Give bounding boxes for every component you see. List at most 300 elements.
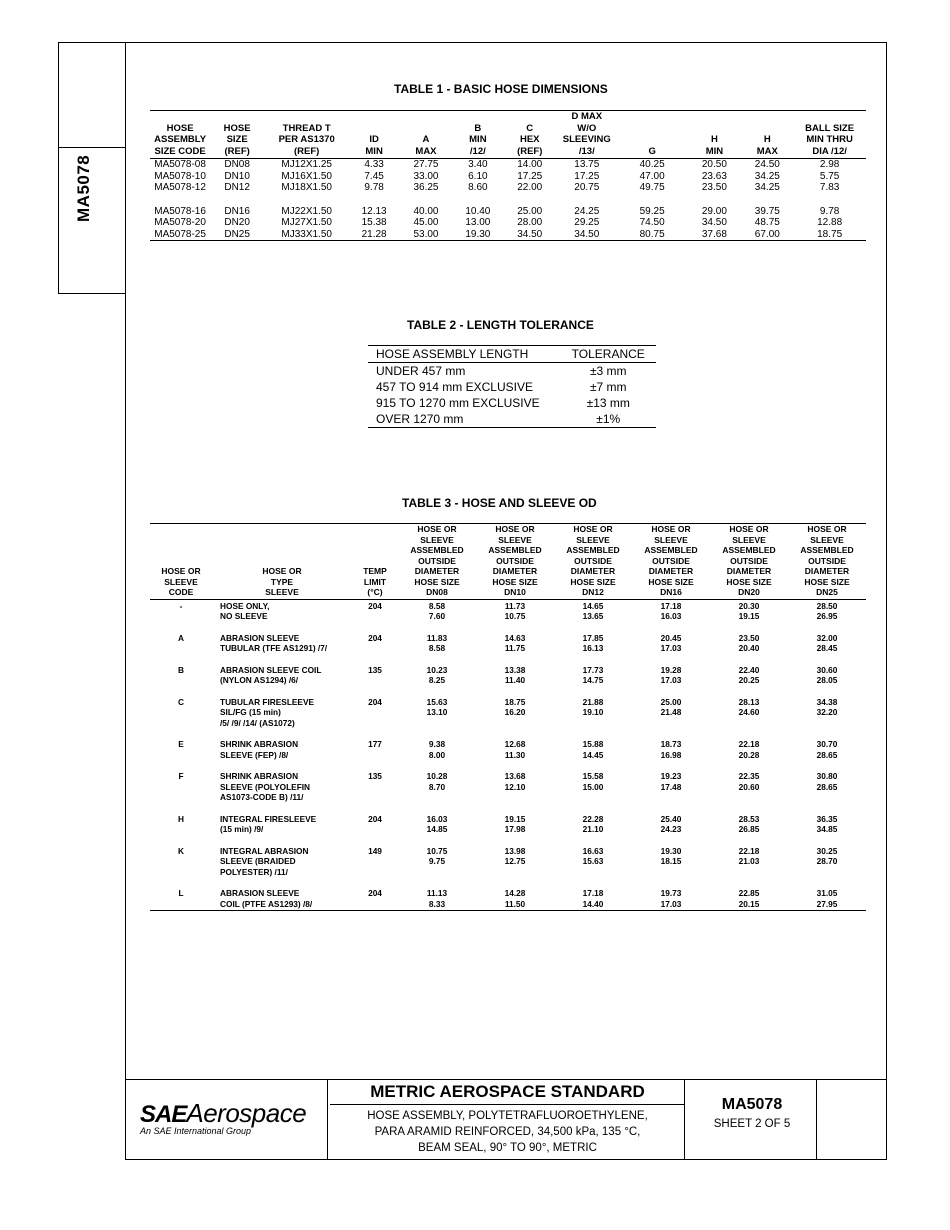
cell-line: 14.75 — [582, 675, 604, 685]
sleeve-code: F — [178, 771, 184, 781]
cell-line: 8.25 — [428, 675, 446, 685]
od-value — [398, 846, 476, 889]
cell-line: D MAX — [571, 111, 603, 122]
table1-cell: 2.98 — [819, 159, 840, 170]
table3-column-header — [632, 524, 710, 600]
table3-hose-and-sleeve-od — [150, 523, 866, 911]
table1-cell: 18.75 — [793, 229, 866, 241]
table1-cell: 25.00 — [517, 205, 543, 217]
cell-line: 14.63 — [504, 632, 526, 643]
od-value — [632, 633, 710, 665]
cell-line: DN25 — [816, 587, 838, 597]
cell-line: DN12 — [582, 587, 604, 597]
cell-line: 26.85 — [738, 824, 760, 834]
cell-line: OUTSIDE — [418, 555, 456, 566]
od-value — [398, 771, 476, 814]
table2-header-row — [368, 346, 656, 363]
cell-line: 16.20 — [504, 707, 526, 717]
table1-cell: 37.68 — [687, 229, 741, 241]
cell-line: 13.98 — [504, 845, 526, 856]
table-row — [150, 888, 866, 911]
logo-sae-text: SAE — [140, 1101, 187, 1128]
table-row — [150, 217, 866, 229]
table1-cell: 15.38 — [361, 217, 387, 228]
table1-cell: 74.50 — [639, 217, 665, 228]
cell-line: 14.28 — [504, 888, 526, 898]
table1-cell: 3.40 — [468, 159, 488, 170]
cell-line: INTEGRAL FIRESLEEVE — [220, 813, 317, 824]
cell-line: 23.50 — [738, 632, 760, 643]
description-line: BEAM SEAL, 90° TO 90°, METRIC — [418, 1142, 597, 1154]
table3-column-header — [398, 524, 476, 600]
cell-line: DIAMETER — [648, 566, 694, 576]
cell-line: SLEEVE — [420, 534, 454, 545]
length-range: OVER 1270 mm — [368, 411, 560, 428]
cell-line: SLEEVE — [810, 534, 844, 545]
sleeve-type — [212, 771, 352, 814]
cell-line: ASSEMBLY — [154, 134, 207, 145]
table1-column-header — [264, 111, 349, 159]
cell-line: 30.25 — [816, 845, 838, 856]
sleeve-type — [212, 846, 352, 889]
table1-cell: 36.25 — [413, 182, 439, 193]
cell-line: 19.28 — [660, 664, 682, 675]
od-value — [398, 739, 476, 771]
sleeve-type — [212, 888, 352, 911]
table-row — [150, 229, 866, 241]
table1-cell: 45.00 — [413, 217, 439, 228]
length-range: UNDER 457 mm — [376, 364, 466, 378]
cell-line: 31.05 — [816, 888, 838, 898]
cell-line: SIL/FG (15 min) — [220, 707, 281, 717]
od-value — [710, 633, 788, 665]
table1-cell: 23.50 — [701, 182, 727, 193]
table2-length-tolerance — [368, 345, 656, 428]
od-value — [788, 846, 866, 889]
od-value — [476, 697, 554, 740]
cell-line: 16.98 — [660, 749, 682, 760]
cell-line: 24.60 — [738, 707, 760, 717]
cell-line: 30.60 — [816, 664, 838, 675]
sleeve-code: C — [178, 696, 184, 707]
cell-line: HOSE SIZE — [570, 576, 616, 587]
table1-cell: 21.28 — [349, 229, 399, 241]
table3-column-header — [554, 524, 632, 600]
temp-limit: 204 — [368, 632, 382, 643]
cell-line: 19.73 — [660, 888, 682, 898]
cell-line: 16.03 — [660, 611, 682, 621]
table1-cell: 33.00 — [413, 170, 439, 182]
cell-line: 9.75 — [428, 856, 446, 866]
cell-line: HOSE OR — [495, 524, 535, 534]
table1-cell: 80.75 — [617, 229, 688, 241]
table1-cell: 59.25 — [639, 205, 665, 217]
cell-line: 14.85 — [426, 824, 448, 834]
table3-column-header — [710, 524, 788, 600]
od-value — [788, 739, 866, 771]
od-value — [710, 697, 788, 740]
od-value — [632, 697, 710, 740]
document-number: MA5078 — [721, 1096, 783, 1113]
table1-cell: DN08 — [224, 159, 250, 170]
cell-line: 32.20 — [816, 707, 838, 717]
sheet-number: SHEET 2 OF 5 — [713, 1118, 791, 1130]
table-row — [150, 206, 866, 218]
cell-line: H — [763, 134, 771, 145]
od-value — [710, 771, 788, 814]
cell-line: (REF) — [224, 145, 250, 157]
cell-line: 13.68 — [504, 771, 526, 781]
table3-header-row — [150, 524, 866, 600]
od-value — [554, 814, 632, 846]
cell-line: 21.03 — [738, 856, 760, 866]
od-value — [554, 665, 632, 697]
cell-line: (REF) — [517, 145, 543, 157]
table1-cell: 17.25 — [574, 170, 600, 182]
table1-cell: MA5078-10 — [154, 170, 206, 182]
od-value — [398, 814, 476, 846]
table1-cell: 20.75 — [574, 182, 600, 193]
table1-column-header — [687, 111, 741, 159]
cell-line: SLEEVE — [265, 587, 299, 597]
cell-line: SLEEVE — [732, 534, 766, 545]
cell-line: 11.13 — [426, 888, 448, 898]
od-value — [710, 599, 788, 633]
cell-line: 8.33 — [428, 898, 446, 909]
cell-line: SLEEVE (FEP) /8/ — [220, 749, 289, 760]
cell-line: H — [710, 134, 718, 145]
table1-cell: 6.10 — [468, 170, 488, 182]
cell-line: DN08 — [426, 587, 448, 597]
cell-line: /12/ — [469, 145, 486, 157]
temp-limit: 135 — [368, 771, 382, 781]
table1-cell: 9.78 — [819, 205, 840, 217]
table-row — [368, 363, 656, 380]
table1-cell: 7.45 — [364, 170, 384, 182]
table1-cell: 12.88 — [817, 217, 843, 228]
table1-cell: 24.50 — [754, 159, 780, 170]
od-value — [632, 771, 710, 814]
table-row — [150, 633, 866, 665]
table1-column-header — [210, 111, 264, 159]
cell-line: C — [526, 122, 534, 134]
table1-cell: 19.30 — [453, 229, 503, 241]
cell-line: /5/ /9/ /14/ (AS1072) — [220, 717, 295, 728]
od-value — [788, 888, 866, 911]
cell-line: MIN — [469, 134, 487, 145]
cell-line: TEMP — [363, 566, 387, 576]
od-value — [554, 846, 632, 889]
cell-line: 11.50 — [504, 898, 526, 909]
table1-cell: DN25 — [210, 229, 264, 241]
sleeve-type — [212, 599, 352, 633]
table1-cell: 48.75 — [754, 217, 780, 228]
table1-cell: 13.00 — [465, 217, 491, 228]
table1-cell: 34.25 — [754, 182, 780, 193]
table1-cell: 34.25 — [754, 170, 780, 182]
sleeve-code: B — [178, 664, 184, 675]
cell-line: B — [474, 122, 482, 134]
table1-column-header — [150, 111, 210, 159]
table1-cell: 53.00 — [399, 229, 453, 241]
table3-column-header — [476, 524, 554, 600]
cell-line: HOSE SIZE — [726, 576, 772, 587]
od-value — [476, 739, 554, 771]
cell-line: 28.05 — [816, 675, 838, 685]
cell-line: 8.00 — [428, 749, 446, 760]
cell-line: AS1073-CODE B) /11/ — [220, 792, 304, 802]
cell-line: ASSEMBLED — [722, 545, 776, 555]
cell-line: 25.00 — [660, 696, 682, 707]
cell-line: 36.35 — [816, 813, 838, 824]
tolerance-value: ±1% — [560, 411, 656, 428]
cell-line: W/O — [577, 122, 597, 134]
cell-line: ASSEMBLED — [410, 545, 464, 555]
cell-line: DIAMETER — [570, 566, 616, 576]
header-tolerance: TOLERANCE — [560, 346, 656, 363]
cell-line: OUTSIDE — [574, 555, 612, 566]
od-value — [632, 599, 710, 633]
od-value — [710, 665, 788, 697]
cell-line: DN20 — [738, 587, 760, 597]
table1-cell: MA5078-20 — [154, 217, 206, 228]
cell-line: BALL SIZE — [805, 122, 855, 134]
table1-cell: 49.75 — [639, 182, 665, 193]
sleeve-code: H — [178, 813, 184, 824]
table1-header-row — [150, 111, 866, 159]
cell-line: 18.75 — [504, 696, 526, 707]
cell-line: 22.35 — [738, 771, 760, 781]
od-value — [476, 846, 554, 889]
od-value — [632, 739, 710, 771]
cell-line: 20.60 — [738, 781, 760, 792]
cell-line: 8.58 — [428, 600, 446, 611]
table1-column-header — [741, 111, 793, 159]
cell-line: 11.30 — [504, 749, 526, 760]
table1-cell: 47.00 — [639, 170, 665, 182]
cell-line: 17.03 — [660, 643, 682, 653]
table1-cell: MA5078-16 — [154, 205, 206, 217]
cell-line: HOSE OR — [807, 524, 847, 534]
logo-aerospace-text: Aerospace — [186, 1098, 307, 1128]
table-row — [368, 379, 656, 395]
cell-line: (°C) — [367, 587, 383, 597]
cell-line: ASSEMBLED — [566, 545, 620, 555]
cell-line: 24.23 — [660, 824, 682, 834]
sleeve-code: A — [178, 632, 184, 643]
cell-line: 19.15 — [504, 813, 526, 824]
od-value — [476, 599, 554, 633]
cell-line: MIN — [365, 145, 383, 157]
cell-line: 17.18 — [660, 600, 682, 611]
cell-line: 17.03 — [660, 898, 682, 909]
od-value — [476, 814, 554, 846]
table1-cell: 17.25 — [517, 170, 543, 182]
table1-cell: 40.00 — [413, 205, 439, 217]
table1-cell: 34.50 — [503, 229, 557, 241]
table-row — [150, 182, 866, 194]
cell-line: 12.10 — [504, 781, 526, 792]
table1-cell: DN10 — [224, 170, 250, 182]
cell-line: SLEEVING — [562, 134, 611, 145]
cell-line: 30.70 — [816, 739, 838, 749]
table-row — [150, 846, 866, 889]
cell-line: SLEEVE — [654, 534, 688, 545]
cell-line: 20.25 — [738, 675, 760, 685]
cell-line: 17.85 — [582, 632, 604, 643]
cell-line: 9.38 — [428, 739, 446, 749]
cell-line: 7.60 — [428, 611, 446, 621]
cell-line: SIZE — [226, 134, 248, 145]
cell-line: HOSE SIZE — [648, 576, 694, 587]
od-value — [398, 888, 476, 911]
cell-line: MIN — [705, 145, 724, 157]
cell-line: MAX — [756, 145, 778, 157]
cell-line: ID — [369, 134, 379, 145]
cell-line: HOSE SIZE — [414, 576, 460, 587]
cell-line: SLEEVE (BRAIDED — [220, 856, 296, 866]
table1-cell: MJ18X1.50 — [281, 182, 332, 193]
cell-line: DIAMETER — [492, 566, 538, 576]
cell-line: SLEEVE — [498, 534, 532, 545]
cell-line: TUBULAR (TFE AS1291) /7/ — [220, 643, 328, 653]
cell-line: 22.40 — [738, 664, 760, 675]
od-value — [476, 771, 554, 814]
table3-column-header — [212, 524, 352, 600]
table1-cell: MA5078-12 — [154, 182, 206, 193]
cell-line: 11.75 — [504, 643, 526, 653]
tolerance-value: ±13 mm — [586, 396, 630, 410]
cell-line: (REF) — [294, 145, 320, 157]
cell-line: 16.13 — [582, 643, 604, 653]
cell-line: 15.88 — [582, 739, 604, 749]
standard-title: METRIC AEROSPACE STANDARD — [370, 1082, 645, 1101]
cell-line: HOSE OR — [417, 524, 457, 534]
cell-line: HOSE OR — [262, 566, 302, 576]
table1-column-header — [349, 111, 399, 159]
table-row — [368, 411, 656, 428]
cell-line: OUTSIDE — [652, 555, 690, 566]
table1-column-header — [793, 111, 866, 159]
table1-cell: MJ16X1.50 — [281, 170, 332, 182]
cell-line: PER AS1370 — [278, 134, 335, 145]
table1-cell: 22.00 — [517, 182, 543, 193]
table1-cell: 27.75 — [413, 159, 439, 170]
cell-line: 30.80 — [816, 771, 838, 781]
cell-line: 20.30 — [738, 600, 760, 611]
cell-line: (15 min) /9/ — [220, 824, 264, 834]
od-value — [788, 633, 866, 665]
table-row — [150, 665, 866, 697]
cell-line: 27.95 — [816, 898, 838, 909]
cell-line: HOSE OR — [651, 524, 691, 534]
table1-cell: MJ27X1.50 — [281, 217, 332, 228]
cell-line: ASSEMBLED — [488, 545, 542, 555]
cell-line: HOSE OR — [573, 524, 613, 534]
cell-line: 26.95 — [816, 611, 838, 621]
cell-line: ABRASION SLEEVE — [220, 632, 300, 643]
cell-line: 19.23 — [660, 771, 682, 781]
cell-line: 17.98 — [504, 824, 526, 834]
table3-column-header — [150, 524, 212, 600]
table1-cell: DN12 — [224, 182, 250, 193]
table2-caption: TABLE 2 - LENGTH TOLERANCE — [407, 318, 594, 332]
cell-line: 15.58 — [582, 771, 604, 781]
cell-line: 13.38 — [504, 664, 526, 675]
temp-limit: 204 — [368, 600, 382, 611]
cell-line: TUBULAR FIRESLEEVE — [220, 696, 315, 707]
cell-line: DIAMETER — [804, 566, 850, 576]
table3-column-header — [788, 524, 866, 600]
cell-line: 28.45 — [816, 643, 838, 653]
table1-cell: 7.83 — [819, 182, 840, 193]
cell-line: 22.85 — [738, 888, 760, 898]
cell-line: 19.15 — [738, 611, 760, 621]
cell-line: 21.48 — [660, 707, 682, 717]
cell-line: 10.28 — [426, 771, 448, 781]
table1-cell: 13.75 — [574, 159, 600, 170]
table1-cell: DN20 — [224, 217, 250, 228]
cell-line: 16.63 — [582, 845, 604, 856]
table-row — [150, 814, 866, 846]
od-value — [632, 888, 710, 911]
cell-line: LIMIT — [363, 576, 387, 587]
od-value — [632, 846, 710, 889]
od-value — [710, 814, 788, 846]
cell-line: OUTSIDE — [730, 555, 768, 566]
table1-column-header — [557, 111, 617, 159]
cell-line: 18.15 — [660, 856, 682, 866]
cell-line: HOSE SIZE — [804, 576, 850, 587]
table1-cell: 10.40 — [465, 205, 491, 217]
temp-limit: 204 — [352, 888, 398, 911]
cell-line: ABRASION SLEEVE — [220, 888, 300, 898]
cell-line: MIN THRU — [806, 134, 853, 145]
table1-cell: 29.00 — [701, 205, 727, 217]
cell-line: TYPE — [270, 576, 294, 587]
cell-line: DIAMETER — [726, 566, 772, 576]
table1-cell: 40.25 — [639, 159, 665, 170]
cell-line: HOSE — [223, 122, 251, 134]
header-hose-assembly-length: HOSE ASSEMBLY LENGTH — [368, 346, 560, 363]
table1-cell: 20.50 — [701, 159, 727, 170]
cell-line: INTEGRAL ABRASION — [220, 845, 309, 856]
cell-line: 28.53 — [738, 813, 760, 824]
cell-line: 28.65 — [816, 781, 838, 792]
cell-line: 12.68 — [504, 739, 526, 749]
cell-line: 17.48 — [660, 781, 682, 792]
description-line: PARA ARAMID REINFORCED, 34,500 kPa, 135 °C, — [374, 1126, 641, 1138]
cell-line: HOSE OR — [161, 566, 201, 576]
cell-line: 28.50 — [816, 600, 838, 611]
od-value — [554, 739, 632, 771]
table1-column-header — [617, 111, 688, 159]
cell-line: 28.13 — [738, 696, 760, 707]
table1-column-header — [503, 111, 557, 159]
table1-cell: 29.25 — [574, 217, 600, 228]
table-row — [150, 697, 866, 740]
sleeve-code: L — [150, 888, 212, 911]
cell-line: 22.18 — [738, 845, 760, 856]
od-value — [476, 633, 554, 665]
table1-cell: 34.50 — [557, 229, 617, 241]
od-value — [554, 888, 632, 911]
cell-line: NO SLEEVE — [220, 611, 268, 621]
table1-cell: 34.50 — [701, 217, 727, 228]
od-value — [554, 771, 632, 814]
od-value — [632, 665, 710, 697]
standard-description — [330, 1108, 685, 1156]
